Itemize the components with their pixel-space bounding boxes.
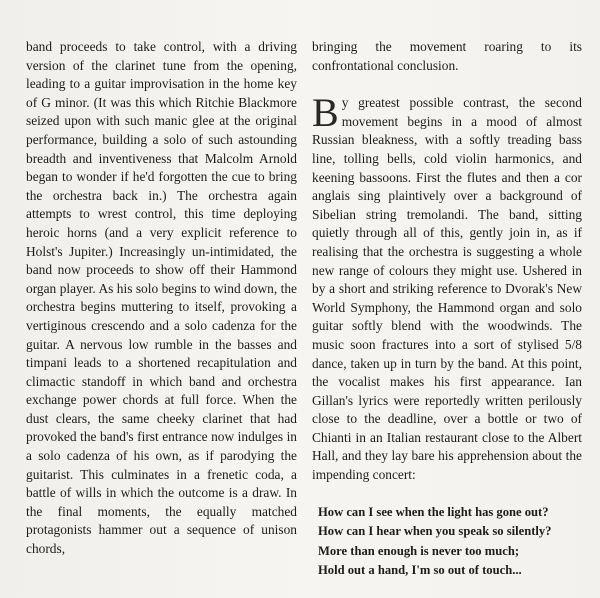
lyric-line: How can I hear when you speak so silently? xyxy=(318,524,552,539)
right-column-paragraph-1: bringing the movement roaring to its confrontational conclusion. xyxy=(312,39,582,73)
left-column xyxy=(26,38,297,559)
left-column-text: band proceeds to take control, with a driving version of the clarinet tune from the opening, leading to a guitar improvisation in the home key of G minor. (It was this which Ritchie Blackmore seized upon with such manic glee at the original performance, building a solo of such astounding breadth and inventiveness that Malcolm Arnold began to wonder if he'd forgotten the cue to bring the orchestra back in.) The orchestra again attempts to wrest control, this time deploying heroic horns (and a very explicit reference to Holst's Jupiter.) Increasingly un-intimidated, the band now proceeds to show off their Hammond organ player. As his solo begins to wind down, the orchestra begins muttering to itself, provoking a vertiginous crescendo and a solo cadenza for the guitar. A nervous low rumble in the basses and timpani leads to a shortened recapitulation and climactic standoff in which band and orchestra exchange power chords at full force. When the dust clears, the same cheeky clarinet that had provoked the band's first entrance now indulges in a solo cadenza of his own, as if parodying the guitarist. This culminates in a frenetic coda, a battle of wills in which the outcome is a draw. In the final moments, the equally matched protagonists hammer out a sequence of unison chords, xyxy=(26,39,297,557)
drop-cap-letter: B xyxy=(312,90,339,136)
lyric-line: Hold out a hand, I'm so out of touch... xyxy=(318,563,522,578)
lyric-line: More than enough is never too much; xyxy=(318,543,520,558)
right-column-paragraph-2-text: y greatest possible contrast, the second movement begins in a mood of almost Russian bleakness, with a softly treading bass line, tolling bells, cold violin harmonics, and keening bassoons. First the flutes and then a cor anglais sing plaintively over a background of Sibelian string tremolandi. The band, sitting quietly through all of this, gently join in, as if realising that the orchestra is suggesting a whole new range of colours they might use. Ushered in by a short and striking reference to Dvorak's New World Symphony, the Hammond organ and solo guitar softly blend with the woodwinds. The music soon fractures into a sort of stylised 5/8 dance, taken up in turn by the band. At this point, the vocalist makes his first appearance. Ian Gillan's lyrics were reportedly written perilously close to the deadline, over a bottle or two of Chianti in an Italian restaurant close to the Albert Hall, and they lay bare his apprehension about the impending concert: xyxy=(312,95,582,483)
right-column xyxy=(312,38,582,581)
right-column-paragraph-2 xyxy=(312,90,582,484)
lyric-line: How can I see when the light has gone out? xyxy=(318,504,549,519)
lyrics-block xyxy=(312,503,582,581)
